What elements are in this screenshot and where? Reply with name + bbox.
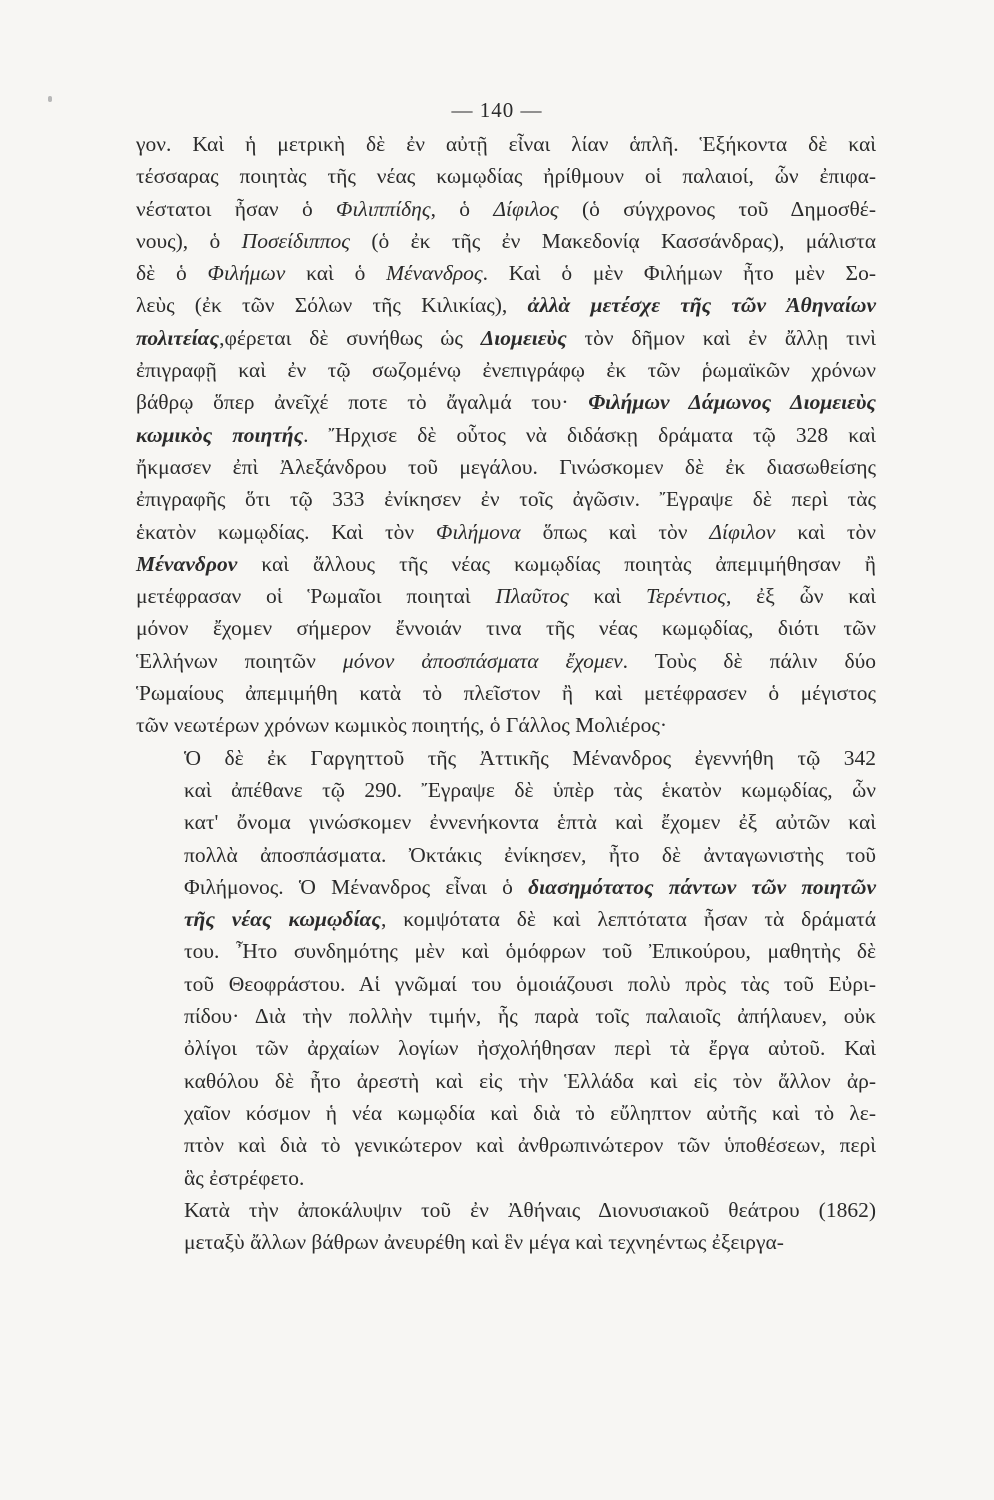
- text-line: [136, 806, 876, 838]
- text-line: [136, 1194, 876, 1226]
- text-run: ὀλίγοι τῶν ἀρχαίων λογίων ἠσχολήθησαν περὶ τὰ ἔργα αὐτοῦ. Καὶ: [184, 1036, 876, 1061]
- text-run: καὶ: [568, 584, 647, 609]
- text-run: Ἑλλήνων ποιητῶν: [136, 648, 343, 673]
- text-line: [136, 1000, 876, 1032]
- paragraph: [136, 742, 876, 1194]
- text-run: , ὁ: [430, 196, 494, 221]
- text-line: [136, 386, 876, 418]
- text-run: ἐπιγραφῆς ὅτι τῷ 333 ἐνίκησεν ἐν τοῖς ἀγῶσιν. Ἔγραψε δὲ περὶ τὰς: [136, 487, 876, 512]
- text-line: [136, 1065, 876, 1097]
- text-run: καὶ ὁ: [285, 261, 387, 286]
- emphasized-text: κωμικὸς ποιητής: [136, 422, 304, 447]
- text-run: ὅπως καὶ τὸν: [520, 519, 710, 544]
- text-line: [136, 677, 876, 709]
- text-run: πτὸν καὶ διὰ τὸ γενικώτερον καὶ ἀνθρωπινώτερον τῶν ὑποθέσεων, περὶ: [184, 1133, 876, 1158]
- text-run: καὶ ἀπέθανε τῷ 290. Ἔγραψε δὲ ὑπὲρ τὰς ἑκατὸν κωμῳδίας, ὧν: [184, 777, 876, 802]
- text-run: τοῦ Θεοφράστου. Αἱ γνῶμαί του ὁμοιάζουσι πολὺ πρὸς τὰς τοῦ Εὐρι-: [184, 971, 876, 996]
- text-line: [136, 160, 876, 192]
- text-line: [136, 548, 876, 580]
- paragraph: [136, 1194, 876, 1259]
- text-run: μετέφρασαν οἱ Ῥωμαῖοι ποιηταὶ: [136, 584, 496, 609]
- text-line: [136, 580, 876, 612]
- text-run: πολλὰ ἀποσπάσματα. Ὀκτάκις ἐνίκησεν, ἦτο δὲ ἀνταγωνιστὴς τοῦ: [184, 842, 876, 867]
- text-line: [136, 742, 876, 774]
- text-line: [136, 1129, 876, 1161]
- text-line: [136, 257, 876, 289]
- text-run: τὸν δῆμον καὶ ἐν ἄλλῃ τινὶ: [566, 325, 876, 350]
- text-line: [136, 354, 876, 386]
- text-run: ἑκατὸν κωμῳδίας. Καὶ τὸν: [136, 519, 437, 544]
- text-run: γον. Καὶ ἡ μετρικὴ δὲ ἐν αὐτῇ εἶναι λίαν ἁπλῆ. Ἑξήκοντα δὲ καὶ: [136, 132, 876, 156]
- text-line: [136, 1032, 876, 1064]
- text-run: [394, 649, 421, 673]
- emphasized-text: Δίφιλος: [493, 196, 559, 221]
- emphasized-text: Φιλήμονα: [436, 519, 521, 544]
- text-run: κατ' ὄνομα γινώσκομεν ἐννενήκοντα ἑπτὰ καὶ ἔχομεν ἐξ αὐτῶν καὶ: [184, 810, 876, 835]
- paragraph: [136, 128, 876, 742]
- emphasized-text: πολιτείας: [136, 325, 220, 350]
- text-line: [136, 516, 876, 548]
- text-run: μεταξὺ ἄλλων βάθρων ἀνευρέθη καὶ ἓν μέγα καὶ τεχνηέντως ἐξειργα-: [184, 1230, 784, 1255]
- emphasized-text: μόνον: [342, 648, 395, 673]
- text-run: . Ἤρχισε δὲ οὗτος νὰ διδάσκῃ δράματα τῷ 328 καὶ: [303, 422, 876, 447]
- text-run: , κομψότατα δὲ καὶ λεπτότατα ἦσαν τὰ δράματά: [381, 907, 876, 932]
- text-run: ἤκμασεν ἐπὶ Ἀλεξάνδρου τοῦ μεγάλου. Γινώσκομεν δὲ ἐκ διασωθείσης: [136, 454, 876, 479]
- emphasized-text: Δίφιλον: [709, 519, 776, 544]
- text-run: (ὁ σύγχρονος τοῦ Δημοσθέ-: [558, 196, 876, 221]
- text-run: καὶ τὸν: [775, 519, 877, 544]
- text-line: [136, 774, 876, 806]
- text-run: καὶ ἄλλους τῆς νέας κωμῳδίας ποιητὰς ἀπεμιμήθησαν ἢ: [237, 551, 876, 576]
- text-run: νέστατοι ἦσαν ὁ: [136, 196, 337, 221]
- emphasized-text: Μένανδρος: [386, 261, 483, 286]
- text-run: , ἐξ ὧν καὶ: [725, 584, 876, 609]
- text-line: [136, 709, 876, 741]
- text-line: [136, 968, 876, 1000]
- text-line: [136, 935, 876, 967]
- body-text: [136, 128, 876, 1258]
- text-line: [136, 451, 876, 483]
- text-run: Κατὰ τὴν ἀποκάλυψιν τοῦ ἐν Ἀθήναις Διονυσιακοῦ θεάτρου (1862): [184, 1197, 876, 1222]
- text-run: δὲ ὁ: [136, 261, 208, 286]
- text-line: [136, 322, 876, 354]
- text-run: [654, 875, 669, 899]
- emphasized-text: Πλαῦτος: [495, 584, 569, 609]
- page-number: — 140 —: [451, 98, 543, 122]
- text-run: χαῖον κόσμον ἡ νέα κωμῳδία καὶ διὰ τὸ εὔληπτον αὐτῆς καὶ τὸ λε-: [184, 1100, 876, 1125]
- text-run: ἐπιγραφῇ καὶ ἐν τῷ σωζομένῳ ἐνεπιγράφῳ ἐκ τῶν ῥωμαϊκῶν χρόνων: [136, 358, 876, 383]
- text-run: τῶν νεωτέρων χρόνων κωμικὸς ποιητής, ὁ Γάλλος Μολιέρος·: [136, 713, 668, 738]
- text-run: νους), ὁ: [136, 228, 242, 253]
- emphasized-text: τῆς νέας κωμῳδίας: [184, 907, 381, 932]
- text-line: [136, 645, 876, 677]
- emphasized-text: Μένανδρον: [136, 551, 238, 576]
- text-line: [136, 483, 876, 515]
- emphasized-text: Ποσείδιππος: [241, 228, 350, 253]
- emphasized-text: Τερέντιος: [646, 584, 726, 609]
- emphasized-text: ἀλλὰ μετέσχε τῆς τῶν Ἀθηναίων: [527, 293, 876, 318]
- text-run: μόνον ἔχομεν σήμερον ἔννοιάν τινα τῆς νέας κωμῳδίας, διότι τῶν: [136, 616, 876, 641]
- text-line: [136, 225, 876, 257]
- text-line: [136, 128, 876, 160]
- text-line: [136, 1097, 876, 1129]
- text-line: [136, 289, 876, 321]
- emphasized-text: Φιλήμων: [207, 261, 286, 286]
- text-run: . Καὶ ὁ μὲν Φιλήμων ἦτο μὲν Σο-: [482, 261, 876, 286]
- text-line: [136, 871, 876, 903]
- text-run: Φιλήμονος. Ὁ Μένανδρος εἶναι ὁ: [184, 874, 529, 899]
- emphasized-text: διασημότατος: [528, 874, 654, 899]
- emphasized-text: πάντων τῶν ποιητῶν: [668, 874, 877, 899]
- text-run: λεὺς (ἐκ τῶν Σόλων τῆς Κιλικίας),: [136, 293, 528, 318]
- text-run: βάθρῳ ὅπερ ἀνεῖχέ ποτε τὸ ἄγαλμά του·: [136, 390, 589, 415]
- text-run: . Τοὺς δὲ πάλιν δύο: [622, 648, 876, 673]
- text-run: του. Ἦτο συνδημότης μὲν καὶ ὁμόφρων τοῦ Ἐπικούρου, μαθητὴς δὲ: [184, 939, 876, 964]
- text-line: [136, 903, 876, 935]
- text-run: Ὁ δὲ ἐκ Γαργηττοῦ τῆς Ἀττικῆς Μένανδρος ἐγεννήθη τῷ 342: [184, 745, 876, 770]
- text-line: [136, 419, 876, 451]
- text-run: ,φέρεται δὲ συνήθως ὡς: [219, 325, 481, 350]
- text-line: [136, 1162, 876, 1194]
- text-run: πίδου· Διὰ τὴν πολλὴν τιμήν, ἧς παρὰ τοῖς παλαιοῖς ἀπήλαυεν, οὐκ: [184, 1004, 876, 1029]
- text-run: Ῥωμαίους ἀπεμιμήθη κατὰ τὸ πλεῖστον ἢ καὶ μετέφρασεν ὁ μέγιστος: [136, 681, 876, 706]
- emphasized-text: Διομειεὺς: [480, 325, 567, 350]
- text-run: ἃς ἐστρέφετο.: [184, 1165, 305, 1190]
- text-run: τέσσαρας ποιητὰς τῆς νέας κωμῳδίας ἠρίθμουν οἱ παλαιοί, ὧν ἐπιφα-: [136, 164, 876, 189]
- emphasized-text: ἀποσπάσματα ἔχομεν: [421, 648, 623, 673]
- text-line: [136, 1226, 876, 1258]
- text-line: [136, 193, 876, 225]
- emphasized-text: Φιλήμων Δάμωνος Διομειεὺς: [588, 390, 877, 415]
- text-line: [136, 612, 876, 644]
- text-run: (ὁ ἐκ τῆς ἐν Μακεδονίᾳ Κασσάνδρας), μάλιστα: [349, 228, 876, 253]
- text-run: καθόλου δὲ ἦτο ἀρεστὴ καὶ εἰς τὴν Ἑλλάδα καὶ εἰς τὸν ἄλλον ἀρ-: [184, 1068, 876, 1093]
- emphasized-text: Φιλιππίδης: [336, 196, 431, 221]
- text-line: [136, 839, 876, 871]
